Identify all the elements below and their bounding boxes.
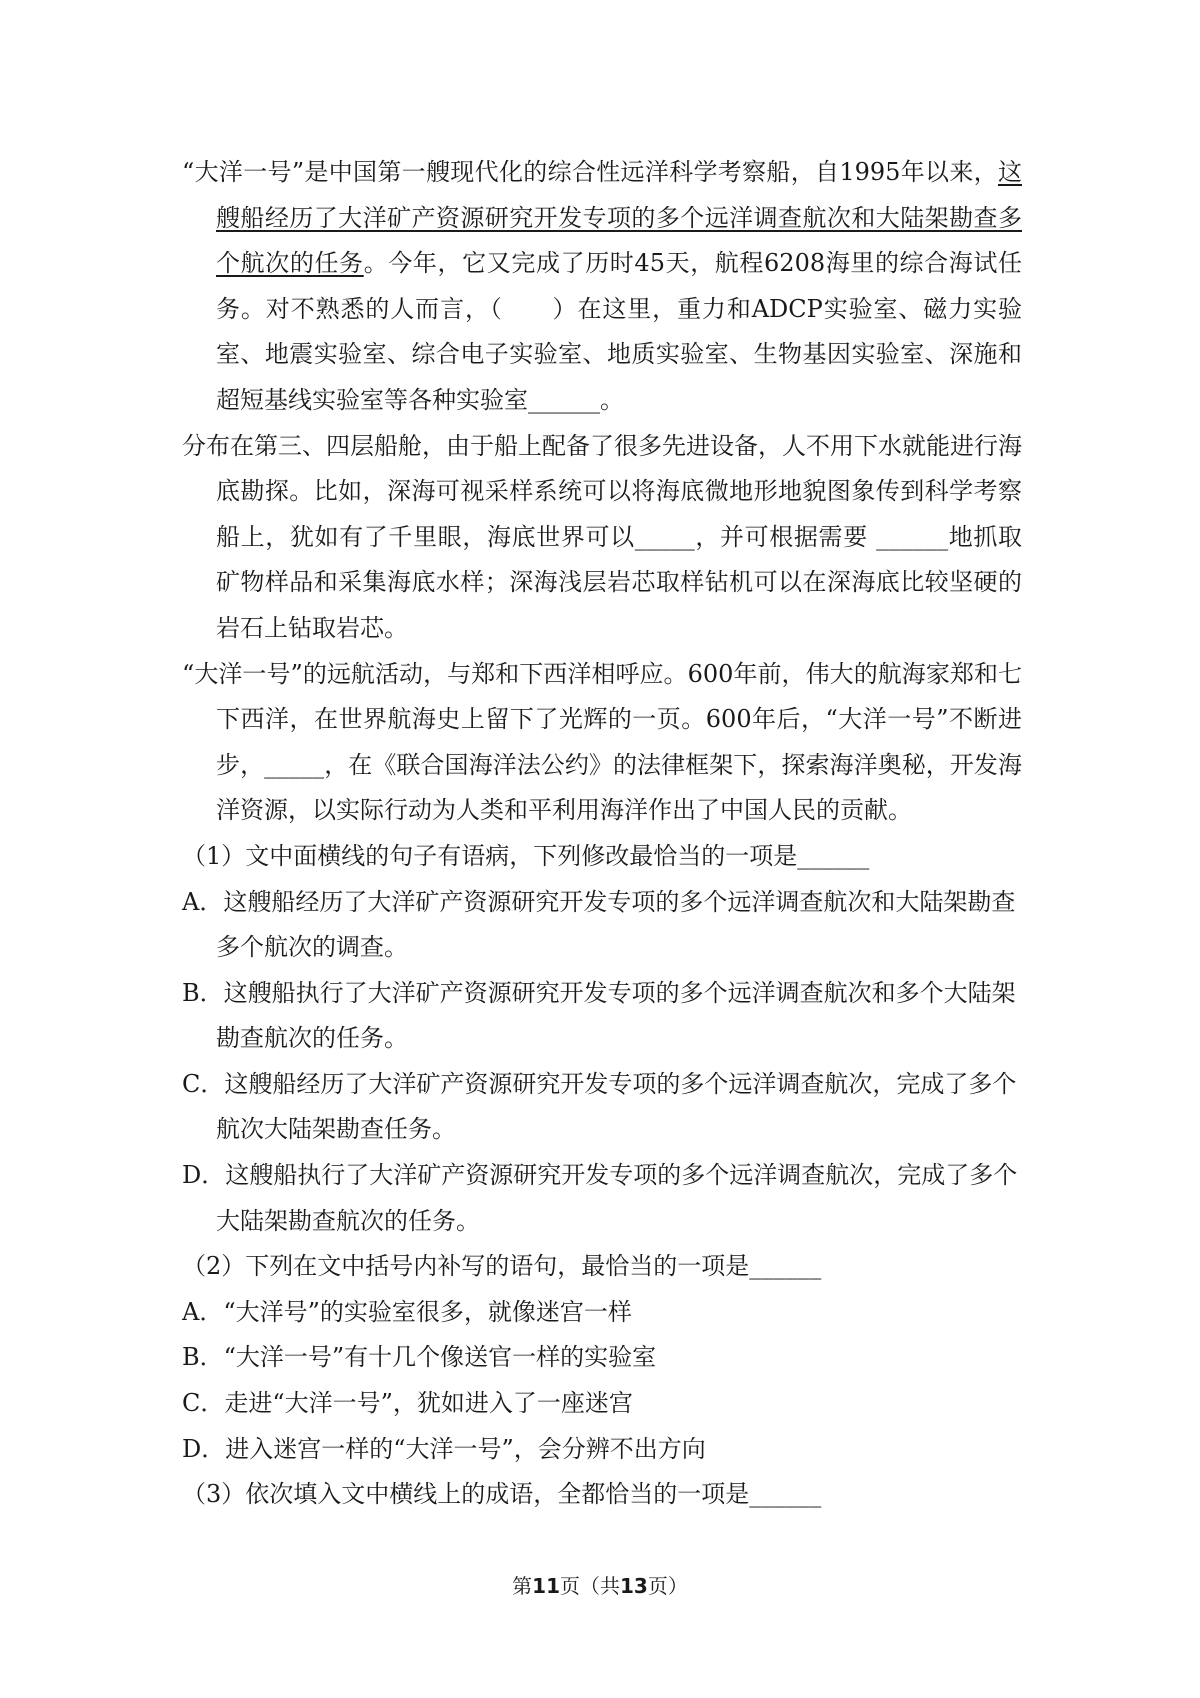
question-2-stem: （2）下列在文中括号内补写的语句，最恰当的一项是______: [182, 1252, 822, 1281]
question-2-option-d: D．进入迷宫一样的“大洋一号”，会分辨不出方向: [182, 1434, 706, 1463]
passage-paragraph-1: [182, 150, 1022, 424]
passage-p1-rest: 。今年，它又完成了历时45天，航程6208海里的综合海试任务。对不熟悉的人而言，（ ）在这里，重力和ADCP实验室、磁力实验室、地震实验室、综合电子实验室、地质实验室、生物基因实验室、深施和超短基线实验室等各种实验室______。: [216, 249, 1023, 414]
passage-paragraph-2: 分布在第三、四层船舱，由于船上配备了很多先进设备，人不用下水就能进行海底勘探。比如，深海可视采样系统可以将海底微地形地貌图象传到科学考察船上，犹如有了千里眼，海底世界可以_____，并可根据需要 ______地抓取矿物样品和采集海底水样；深海浅层岩芯取样钻机可以在深海底比较坚硬的岩石上钻取岩芯。: [182, 431, 1022, 642]
passage-p1-text: “大洋一号”是中国第一艘现代化的综合性远洋科学考察船，自1995年以来，: [182, 158, 998, 186]
question-2-option-a: A．“大洋号”的实验室很多，就像迷宫一样: [182, 1297, 632, 1326]
question-3-stem: （3）依次填入文中横线上的成语，全都恰当的一项是______: [182, 1480, 822, 1509]
page-footer: [0, 1570, 1200, 1599]
footer-suffix: 页）: [647, 1574, 688, 1598]
question-1-stem: （1）文中面横线的句子有语病，下列修改最恰当的一项是______: [182, 841, 870, 870]
page-content: [182, 150, 1022, 1518]
footer-middle: 页（共: [560, 1574, 620, 1598]
footer-page-number: 11: [532, 1574, 560, 1598]
footer-total-pages: 13: [620, 1574, 648, 1598]
question-2-option-b: B．“大洋一号”有十几个像送官一样的实验室: [182, 1343, 657, 1372]
underlined-sentence: 这艘船经历了大洋矿产资源研究开发专项的多个远洋调查航次和大陆架勘查多个航次的任务: [216, 158, 1022, 278]
question-1-option-a: A．这艘船经历了大洋矿产资源研究开发专项的多个远洋调查航次和大陆架勘查多个航次的调查。: [182, 887, 1016, 962]
footer-prefix: 第: [512, 1574, 533, 1598]
question-1-option-d: D．这艘船执行了大洋矿产资源研究开发专项的多个远洋调查航次，完成了多个大陆架勘查航次的任务。: [182, 1161, 1018, 1235]
question-1-option-c: C．这艘船经历了大洋矿产资源研究开发专项的多个远洋调查航次，完成了多个航次大陆架勘查任务。: [182, 1069, 1017, 1144]
passage-paragraph-3: “大洋一号”的远航活动，与郑和下西洋相呼应。600年前，伟大的航海家郑和七下西洋，在世界航海史上留下了光辉的一页。600年后，“大洋一号”不断进步，_____，在《联合国海洋法公约》的法律框架下，探索海洋奥秘，开发海洋资源，以实际行动为人类和平利用海洋作出了中国人民的贡献。: [182, 659, 1022, 825]
question-2-option-c: C．走进“大洋一号”，犹如进入了一座迷宫: [182, 1389, 633, 1418]
question-1-option-b: B．这艘船执行了大洋矿产资源研究开发专项的多个远洋调查航次和多个大陆架勘查航次的任务。: [182, 978, 1016, 1053]
